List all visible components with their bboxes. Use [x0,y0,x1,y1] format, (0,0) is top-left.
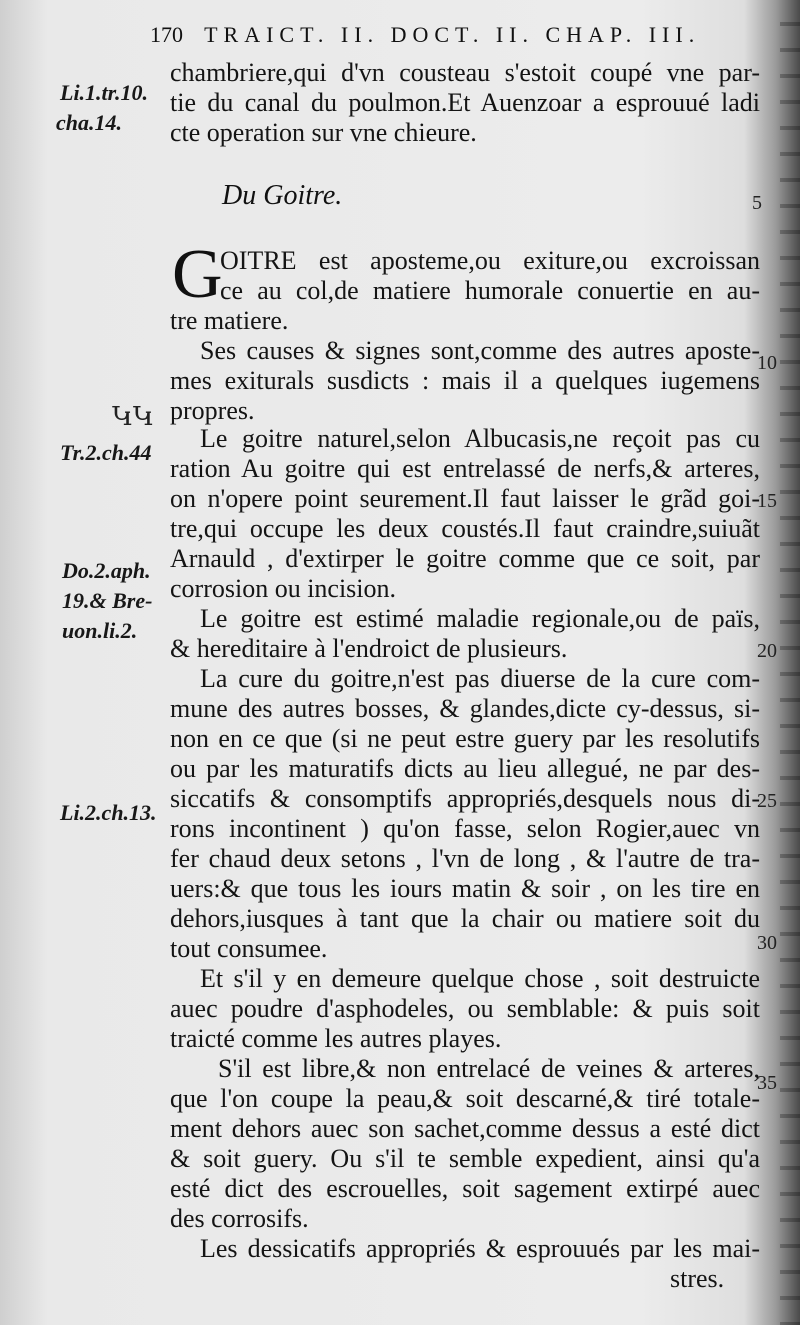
margin-note: uon.li.2. [62,618,138,643]
text-line: propres. [170,396,255,425]
text-line: ment dehors auec son sachet,comme dessus a esté dict [170,1114,760,1143]
text-line: tre matiere. [170,306,289,335]
margin-note: cha.14. [56,110,122,135]
line-number: 25 [757,790,777,812]
text-line: ou par les maturatifs dicts au lieu allegué, ne par des- [170,754,760,783]
section-title: Du Goitre. [222,180,343,211]
text-line: siccatifs & consomptifs appropriés,desquels nous di- [170,784,760,813]
text-line: traicté comme les autres playes. [170,1024,502,1053]
text-line: on n'opere point seurement.Il faut laisser le grãd goi- [170,484,760,513]
text-line: que l'on coupe la peau,& soit descarné,& tiré totale- [170,1084,760,1113]
text-line: tre,qui occupe les deux coustés.Il faut craindre,suiuãt [170,514,760,543]
text-line: Le goitre est estimé maladie regionale,ou de païs, [200,604,760,633]
text-line: OITRE est aposteme,ou exiture,ou excroissan [220,246,760,275]
text-line: Et s'il y en demeure quelque chose , soit destruicte [200,964,760,993]
text-line: mes exiturals susdicts : mais il a quelques iugemens [170,366,760,395]
text-line: chambriere,qui d'vn cousteau s'estoit coupé vne par- [170,58,760,87]
running-header [150,22,770,48]
text-line: esté dict des escrouelles, soit sagement extirpé auec [170,1174,760,1203]
text-line: Le goitre naturel,selon Albucasis,ne reçoit pas cu [200,424,760,453]
margin-note: 19.& Bre- [62,588,153,613]
text-line: mune des autres bosses, & glandes,dicte cy-dessus, si- [170,694,760,723]
line-number: 35 [757,1072,777,1094]
line-number: 5 [752,192,762,214]
page-edge [780,0,800,1325]
drop-cap: G [172,236,223,313]
text-line: fer chaud deux setons , l'vn de long , & l'autre de tra- [170,844,760,873]
text-line: Ses causes & signes sont,comme des autres aposte- [200,336,760,365]
margin-note: Do.2.aph. [62,558,151,583]
text-line: Les dessicatifs appropriés & esprouués par les mai- [200,1234,760,1263]
line-number: 10 [757,352,777,374]
text-line: des corrosifs. [170,1204,309,1233]
line-number: 30 [757,932,777,954]
page-number: 170 [150,22,183,47]
margin-note: Tr.2.ch.44 [60,440,152,465]
text-line: tie du canal du poulmon.Et Auenzoar a esprouué ladi [170,88,760,117]
text-line: corrosion ou incision. [170,574,397,603]
margin-note: Li.1.tr.10. [60,80,149,105]
text-line: La cure du goitre,n'est pas diuerse de la cure com- [200,664,760,693]
text-line: stres. [670,1264,725,1293]
text-line: non en ce que (si ne peut estre guery par les resolutifs [170,724,760,753]
text-line: tout consumee. [170,934,328,963]
margin-note: Li.2.ch.13. [60,800,157,825]
text-line: uers:& que tous les iours matin & soir , on les tire en [170,874,760,903]
text-line: Arnauld , d'extirper le goitre comme que ce soit, par [170,544,760,573]
text-line: cte operation sur vne chieure. [170,118,477,147]
text-line: S'il est libre,& non entrelacé de veines & arteres, [218,1054,760,1083]
text-line: auec poudre d'asphodeles, ou semblable: & puis soit [170,994,760,1023]
marginal-mark: ԿԿ [112,402,154,432]
text-line: & hereditaire à l'endroict de plusieurs. [170,634,568,663]
running-title: TRAICT. II. DOCT. II. CHAP. III. [204,22,701,47]
line-number: 15 [757,490,777,512]
text-line: ce au col,de matiere humorale conuertie en au- [220,276,760,305]
text-line: rons incontinent ) qu'on fasse, selon Rogier,auec vn [170,814,760,843]
text-line: & soit guery. Ou s'il te semble expedient, ainsi qu'a [170,1144,760,1173]
line-number: 20 [757,640,777,662]
text-line: dehors,iusques à tant que la chair ou matiere soit du [170,904,760,933]
text-line: ration Au goitre qui est entrelassé de nerfs,& arteres, [170,454,760,483]
